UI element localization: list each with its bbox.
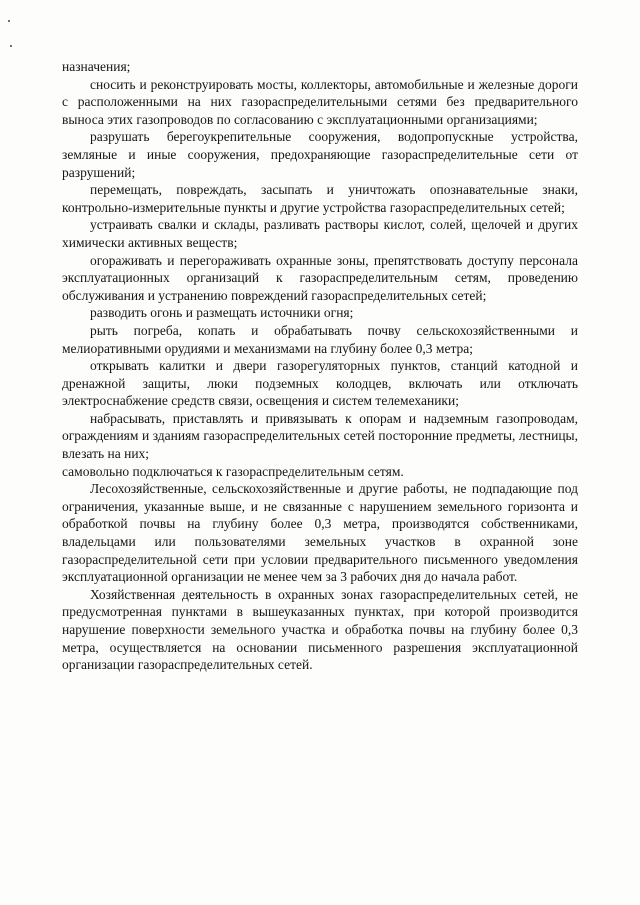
paragraph: Лесохозяйственные, сельскохозяйственные и другие работы, не подпадающие под ограничения, указанные выше, и не связанные с нарушением земельного горизонта и обработкой почвы на глубину более 0,3 метра, производятся собственниками, владельцами или пользователями земельных участков в охранной зоне газораспределительной сети при условии предварительного письменного уведомления эксплуатационной организации не менее чем за 3 рабочих дня до начала работ. — [62, 481, 578, 585]
paragraph: перемещать, повреждать, засыпать и уничтожать опознавательные знаки, контрольно-измерительные пункты и другие устройства газораспределительных сетей; — [62, 182, 578, 215]
paragraph: огораживать и перегораживать охранные зоны, препятствовать доступу персонала эксплуатационных организаций к газораспределительным сетям, проведению обслуживания и устранению повреждений газораспределительных сетей; — [62, 252, 578, 303]
paragraph: устраивать свалки и склады, разливать растворы кислот, солей, щелочей и других химически активных веществ; — [62, 217, 578, 250]
paragraph: Хозяйственная деятельность в охранных зонах газораспределительных сетей, не предусмотренная пунктами в вышеуказанных пунктах, при которой производится нарушение поверхности земельного участка и обработка почвы на глубину более 0,3 метра, осуществляется на основании письменного разрешения эксплуатационной организации газораспределительных сетей. — [62, 586, 578, 673]
document-body — [62, 58, 578, 674]
paragraph: назначения; — [62, 59, 131, 74]
scan-mark — [10, 45, 12, 47]
paragraph: открывать калитки и двери газорегуляторных пунктов, станций катодной и дренажной защиты, люки подземных колодцев, включать или отключать электроснабжение средств связи, освещения и систем телемеханики; — [62, 358, 578, 409]
paragraph: разводить огонь и размещать источники огня; — [90, 305, 354, 321]
paragraph: разрушать берегоукрепительные сооружения, водопропускные устройства, земляные и иные сооружения, предохраняющие газораспределительные сети от разрушений; — [62, 129, 578, 180]
paragraph: самовольно подключаться к газораспределительным сетям. — [62, 463, 404, 479]
paragraph: рыть погреба, копать и обрабатывать почву сельскохозяйственными и мелиоративными орудиями и механизмами на глубину более 0,3 метра; — [62, 322, 578, 356]
paragraph: сносить и реконструировать мосты, коллекторы, автомобильные и железные дороги с расположенными на них газораспределительными сетями без предварительного выноса этих газопроводов по согласованию с эксплуатационными организациями; — [62, 76, 578, 127]
scan-mark — [8, 20, 10, 22]
paragraph: набрасывать, приставлять и привязывать к опорам и надземным газопроводам, ограждениям и зданиям газораспределительных сетей посторонние предметы, лестницы, влезать на них; — [62, 410, 578, 462]
